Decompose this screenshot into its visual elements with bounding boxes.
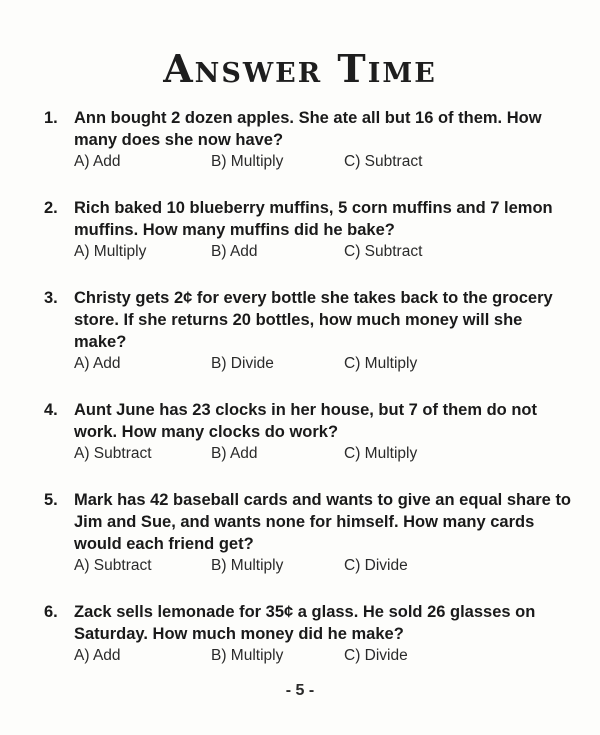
option-b: B) Add [211, 243, 258, 260]
question-number: 2. [44, 199, 58, 217]
question-5 [44, 489, 574, 581]
answer-options [74, 443, 574, 465]
option-c: C) Multiply [344, 355, 418, 372]
question-text: Mark has 42 baseball cards and wants to give an equal share to Jim and Sue, and wants none for himself. How many cards would each friend get? [74, 491, 572, 553]
answer-options [74, 555, 574, 577]
question-6 [44, 601, 574, 671]
question-3 [44, 287, 574, 379]
question-text: Christy gets 2¢ for every bottle she takes back to the grocery store. If she returns 20 bottles, how much money will she make? [74, 289, 553, 351]
question-4 [44, 399, 574, 469]
option-a: A) Multiply [74, 243, 147, 260]
answer-options [74, 241, 574, 263]
page-title: Answer Time [163, 46, 437, 91]
question-text: Zack sells lemonade for 35¢ a glass. He sold 26 glasses on Saturday. How much money did he make? [74, 603, 536, 643]
answer-options [74, 645, 574, 667]
option-c: C) Subtract [344, 243, 423, 260]
option-b: B) Add [211, 445, 258, 462]
option-c: C) Multiply [344, 445, 418, 462]
question-number: 6. [44, 603, 58, 621]
option-a: A) Add [74, 153, 121, 170]
option-c: C) Divide [344, 557, 408, 574]
question-text: Rich baked 10 blueberry muffins, 5 corn muffins and 7 lemon muffins. How many muffins did he bake? [74, 199, 553, 239]
option-b: B) Multiply [211, 153, 284, 170]
question-text: Aunt June has 23 clocks in her house, but 7 of them do not work. How many clocks do work? [74, 401, 537, 441]
option-a: A) Add [74, 647, 121, 664]
question-1 [44, 107, 574, 177]
answer-options [74, 353, 574, 375]
option-b: B) Divide [211, 355, 274, 372]
option-c: C) Subtract [344, 153, 423, 170]
question-number: 4. [44, 401, 58, 419]
option-a: A) Add [74, 355, 121, 372]
question-2 [44, 197, 574, 267]
answer-options [74, 151, 574, 173]
question-number: 3. [44, 289, 58, 307]
question-text: Ann bought 2 dozen apples. She ate all but 16 of them. How many does she now have? [74, 109, 542, 149]
question-number: 5. [44, 491, 58, 509]
option-b: B) Multiply [211, 557, 284, 574]
option-b: B) Multiply [211, 647, 284, 664]
question-number: 1. [44, 109, 58, 127]
option-c: C) Divide [344, 647, 408, 664]
option-a: A) Subtract [74, 445, 152, 462]
option-a: A) Subtract [74, 557, 152, 574]
page-number: - 5 - [285, 682, 315, 699]
